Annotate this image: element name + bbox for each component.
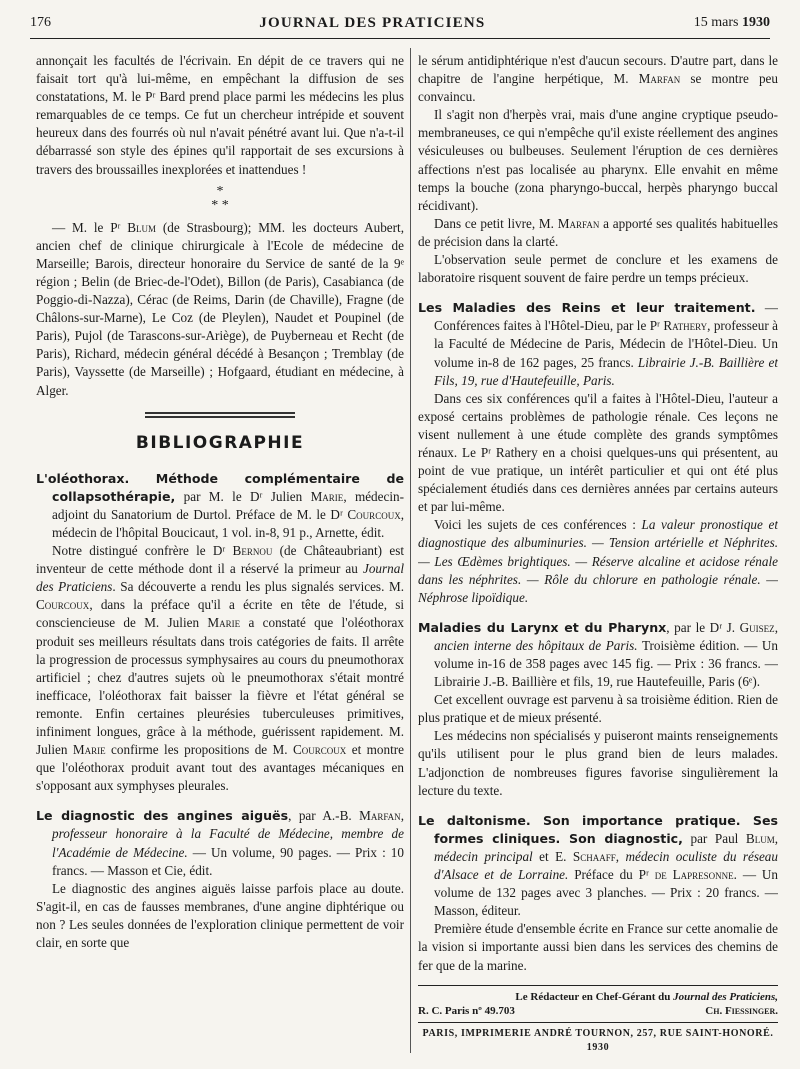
spacer bbox=[36, 795, 404, 807]
journal-title: JOURNAL DES PRATICIENS bbox=[259, 14, 486, 31]
paragraph: Il s'agit non d'herpès vrai, mais d'une angine cryptique pseudo-membraneuses, ce qui n'empêche qu'il existe réellement des angines vésiculeuses ou bulbeuses. Seulement l'éruption de ces dernières affections n'est pas localisée au pharynx. Elle envahit en même temps la bouche (zona pharyngo-buccal, herpès pharyngo buccal récidivant). bbox=[418, 107, 778, 213]
paragraph: Première étude d'ensemble écrite en France sur cette anomalie de la vision si importante aussi bien dans les services des chemins de fer que de la marine. bbox=[418, 921, 778, 973]
left-column bbox=[36, 52, 404, 1057]
paragraph: L'observation seule permet de conclure et les examens de laboratoire risquent souvent de faire perdre un temps précieux. bbox=[418, 252, 778, 286]
bibliography-entry: L'oléothorax. Méthode complémentaire de collapsothérapie, par M. le Dʳ Julien Marie, médecin-adjoint du Sanatorium de Durtol. Préface de M. le Dʳ Courcoux, médecin de l'hôpital Boucicaut, 1 vol. in-8, 91 p., Arnette, édit. bbox=[36, 470, 404, 540]
spacer bbox=[418, 287, 778, 299]
paragraph: Le diagnostic des angines aiguës laisse parfois place au doute. S'agit-il, en cas de fausses membranes, d'une angine diphtérique ou non ? Les seules données de l'exploration clinique permettent de voir clair, en sorte que bbox=[36, 880, 404, 951]
paragraph: annonçait les facultés de l'écrivain. En dépit de ce travers qui ne faisait tort qu'à lui-même, en empêchant la diffusion de ses constatations, M. le Pʳ Bard prend place parmi les médecins les plus remarquables de ce temps. Ce fut un chercheur intrépide et souvent heureux dans des fourrés où nul n'avait pénétré avant lui. Que n'a-t-il débarrassé son style des épines qu'il rapportait de ses excursions à travers des broussailles inexplorées et inattendues ! bbox=[36, 53, 404, 177]
paragraph: Dans ces six conférences qu'il a faites à l'Hôtel-Dieu, l'auteur a exposé certains problèmes de pathologie rénale. Ces leçons ne visent nullement à une étude complète des grands symptômes rénaux. Le Pʳ Rathery en a choisi quelques-uns qui présentent, au point de vue pratique, un intérêt particulier et qui ont été plus spécialement étudiés dans ces dernières années par certains auteurs et par lui-même. bbox=[418, 390, 778, 515]
page-number: 176 bbox=[30, 15, 51, 30]
paragraph: le sérum antidiphtérique n'est d'aucun secours. D'autre part, dans le chapitre de l'angine herpétique, M. Marfan se montre peu convaincu. bbox=[418, 53, 778, 105]
spacer bbox=[418, 607, 778, 619]
paragraph-obituary-list: — M. le Pʳ Blum (de Strasbourg); MM. les docteurs Aubert, ancien chef de clinique chirurgicale à l'Ecole de médecine de Marseille; Barois, directeur honoraire du Service de santé de la 9ᵉ région ; Belin (de Briec-de-l'Odet), Billon (de Paris), Casabianca (de Poggio-di-Nazza), Cérac (de Reims, Darin (de Chaville), Fragne (de Châlons-sur-Marne), Le Coz (de Pleylen), Naudet et Poupinel (de Paris), Pujol (de Tarascons-sur-Ariège), de Puyberneau et Recht (de Paris), Richard, médecin général décédé à Besançon ; Tremblay (de Paris), Vayssette (de Marseille) ; Hofgaard, étudiant en médecine, à Alger. bbox=[36, 219, 404, 398]
column-rule bbox=[410, 48, 411, 1053]
right-column bbox=[418, 52, 778, 1057]
paragraph: Dans ce petit livre, M. Marfan a apporté ses qualités habituelles de précision dans la clarté. bbox=[418, 215, 778, 249]
imprint-printer-line: PARIS, IMPRIMERIE ANDRÉ TOURNON, 257, RUE SAINT-HONORÉ. 1930 bbox=[418, 1022, 778, 1055]
section-title: BIBLIOGRAPHIE bbox=[135, 432, 305, 453]
paragraph: Notre distingué confrère le Dʳ Bernou (de Châteaubriant) est inventeur de cette méthode dont il a réservé la primeur au Journal des Praticiens. Sa découverte a rendu les plus signalés services. M. Courcoux, dans la préface qu'il a écrite en tête de l'étude, si consciencieuse de M. Julien Marie a constaté que l'oléothorax produit ses meilleurs résultats dans trois catégories de faits. Il arrête la progression de processus symphysaires au cours du pneumothorax artificiel ; chez d'autres sujets où le pneumothorax s'était montré inefficace, l'oléothorax fait baisser la fièvre et l'état général se remonte. Enfin certaines pleurésies tuberculeuses primitives, infiniment longues, grâce à la méthode, guérissent rapidement. M. Julien Marie confirme les propositions de M. Courcoux et montre que l'oléothorax produit avant tout des avantages mécaniques en s'opposant aux symphyses pleurales. bbox=[36, 543, 404, 794]
page-header bbox=[30, 8, 770, 39]
paragraph: Les médecins non spécialisés y puiseront maints renseignements qu'ils utilisent pour le plus grand bien de leurs malades. L'adjonction de nombreuses figures favorise singulièrement la lecture du texte. bbox=[418, 728, 778, 798]
spacer bbox=[418, 800, 778, 812]
bibliography-entry: Les Maladies des Reins et leur traitement. — Conférences faites à l'Hôtel-Dieu, par le Pʳ Rathery, professeur à la Faculté de Médecine de Paris, Médecin de l'Hôtel-Dieu. Un volume in-8 de 162 pages, 25 francs. Librairie J.-B. Baillière et Fils, 19, rue d'Hautefeuille, Paris. bbox=[418, 300, 778, 388]
imprint-registry-line: R. C. Paris nº 49.703 Ch. Fiessinger. bbox=[418, 1004, 778, 1017]
issue-date: 15 mars 1930 bbox=[693, 15, 770, 30]
paragraph: Voici les sujets de ces conférences : La valeur pronostique et diagnostique des albuminuries. — Tension artérielle et Néphrites. — Les Œdèmes brightiques. — Réserve alcaline et acidose rénale dans les néphrites. — Rôle du chlorure en pathologie rénale. — Néphrose lipoïdique. bbox=[418, 517, 778, 605]
section-separator-stars: * * * bbox=[211, 183, 229, 213]
ornament-divider bbox=[145, 412, 295, 418]
bibliography-entry: Le daltonisme. Son importance pratique. Ses formes cliniques. Son diagnostic, par Paul Blum, médecin principal et E. Schaaff, médecin oculiste du réseau d'Alsace et de Lorraine. Préface du Pʳ de Lapresonne. — Un volume de 132 pages avec 3 planches. — Prix : 20 francs. — Masson, éditeur. bbox=[418, 812, 778, 919]
imprint-block bbox=[418, 985, 778, 1055]
bibliography-entry: Maladies du Larynx et du Pharynx, par le Dʳ J. Guisez, ancien interne des hôpitaux de Paris. Troisième édition. — Un volume in-16 de 358 pages avec 145 fig. — Prix : 36 francs. — Librairie J.-B. Baillière et fils, 19, rue Hautefeuille, Paris (6ᵉ). bbox=[418, 619, 778, 690]
paragraph: Cet excellent ouvrage est parvenu à sa troisième édition. Rien de plus pratique et de mieux présenté. bbox=[418, 692, 778, 726]
imprint-editor-line: Le Rédacteur en Chef-Gérant du Journal des Praticiens, bbox=[515, 990, 778, 1003]
bibliography-entry: Le diagnostic des angines aiguës, par A.-B. Marfan, professeur honoraire à la Faculté de Médecine, membre de l'Académie de Médecine. — Un volume, 90 pages. — Prix : 10 francs. — Masson et Cie, édit. bbox=[36, 808, 404, 878]
